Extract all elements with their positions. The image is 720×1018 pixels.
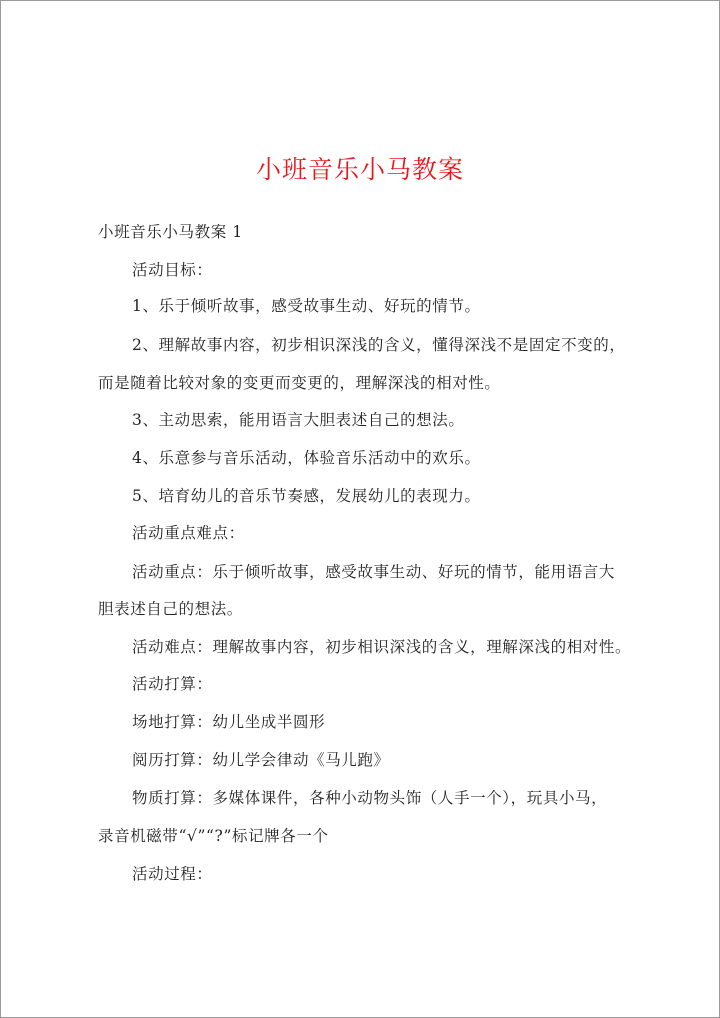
paragraph-line: 场地打算：幼儿坐成半圆形 (132, 713, 326, 731)
paragraph-line: 3、主动思索，能用语言大胆表述自己的想法。 (132, 411, 465, 429)
paragraph-line: 活动目标： (132, 261, 213, 279)
paragraph-line: 1、乐于倾听故事，感受故事生动、好玩的情节。 (132, 297, 481, 315)
paragraph-line: 活动重点：乐于倾听故事，感受故事生动、好玩的情节，能用语言大 (132, 563, 616, 581)
paragraph-line: 4、乐意参与音乐活动，体验音乐活动中的欢乐。 (132, 449, 481, 467)
paragraph-line: 活动难点：理解故事内容，初步相识深浅的含义，理解深浅的相对性。 (132, 638, 632, 656)
paragraph-line: 物质打算：多媒体课件，各种小动物头饰（人手一个），玩具小马， (132, 789, 608, 807)
paragraph-line: 而是随着比较对象的变更而变更的，理解深浅的相对性。 (98, 374, 501, 392)
paragraph-line: 阅历打算：幼儿学会律动《马儿跑》 (132, 751, 390, 769)
paragraph-line: 活动重点难点： (132, 524, 245, 542)
paragraph-line: 胆表述自己的想法。 (98, 600, 243, 618)
paragraph-line: 录音机磁带“√”“?”标记牌各一个 (98, 827, 329, 845)
paragraph-line: 2、理解故事内容，初步相识深浅的含义，懂得深浅不是固定不变的， (132, 336, 626, 354)
paragraph-line: 活动打算： (132, 675, 213, 693)
section-heading: 小班音乐小马教案 1 (98, 223, 243, 241)
document-title: 小班音乐小马教案 (255, 155, 464, 184)
paragraph-line: 5、培育幼儿的音乐节奏感，发展幼儿的表现力。 (132, 487, 481, 505)
paragraph-line: 活动过程： (132, 865, 213, 883)
